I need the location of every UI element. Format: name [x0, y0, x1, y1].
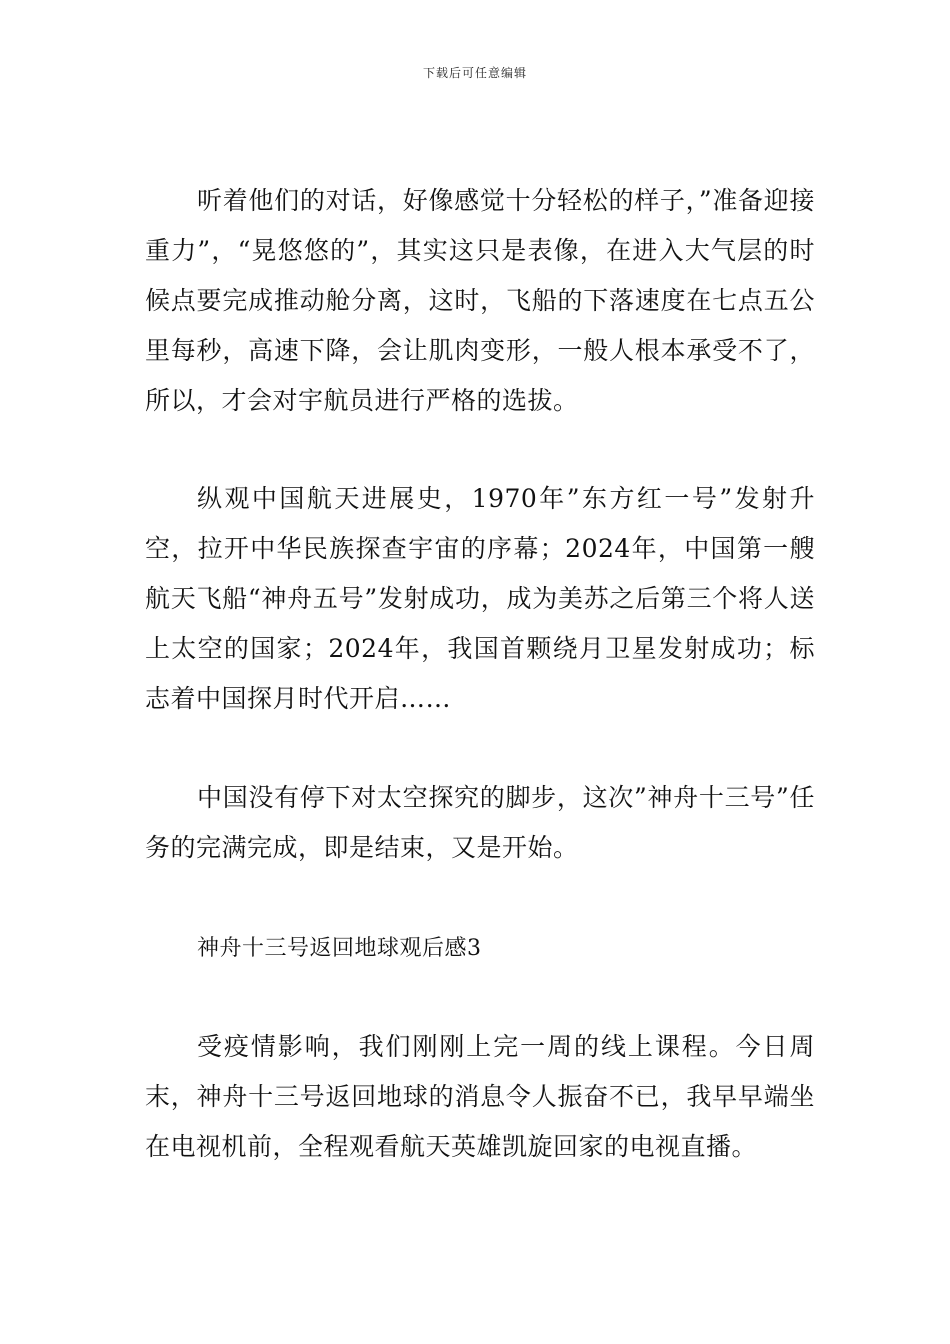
body-paragraph: 中国没有停下对太空探究的脚步，这次”神舟十三号”任务的完满完成，即是结束，又是开始。: [145, 783, 815, 862]
body-paragraph: 纵观中国航天进展史，1970年”东方红一号”发射升空，拉开中华民族探查宇宙的序幕；2024年，中国第一艘航天飞船“神舟五号”发射成功，成为美苏之后第三个将人送上太空的国家；2024年，我国首颗绕月卫星发射成功；标志着中国探月时代开启……: [145, 484, 815, 713]
body-paragraph: 受疫情影响，我们刚刚上完一周的线上课程。今日周末，神舟十三号返回地球的消息令人振奋不已，我早早端坐在电视机前，全程观看航天英雄凯旋回家的电视直播。: [145, 1032, 815, 1161]
page-header-note: 下载后可任意编辑: [422, 66, 527, 80]
section-title: 神舟十三号返回地球观后感3: [197, 936, 482, 961]
body-paragraph: 听着他们的对话，好像感觉十分轻松的样子，”准备迎接重力”，“晃悠悠的”，其实这只是表像，在进入大气层的时候点要完成推动舱分离，这时，飞船的下落速度在七点五公里每秒，高速下降，会让肌肉变形，一般人根本承受不了，所以，才会对宇航员进行严格的选拔。: [145, 186, 815, 415]
